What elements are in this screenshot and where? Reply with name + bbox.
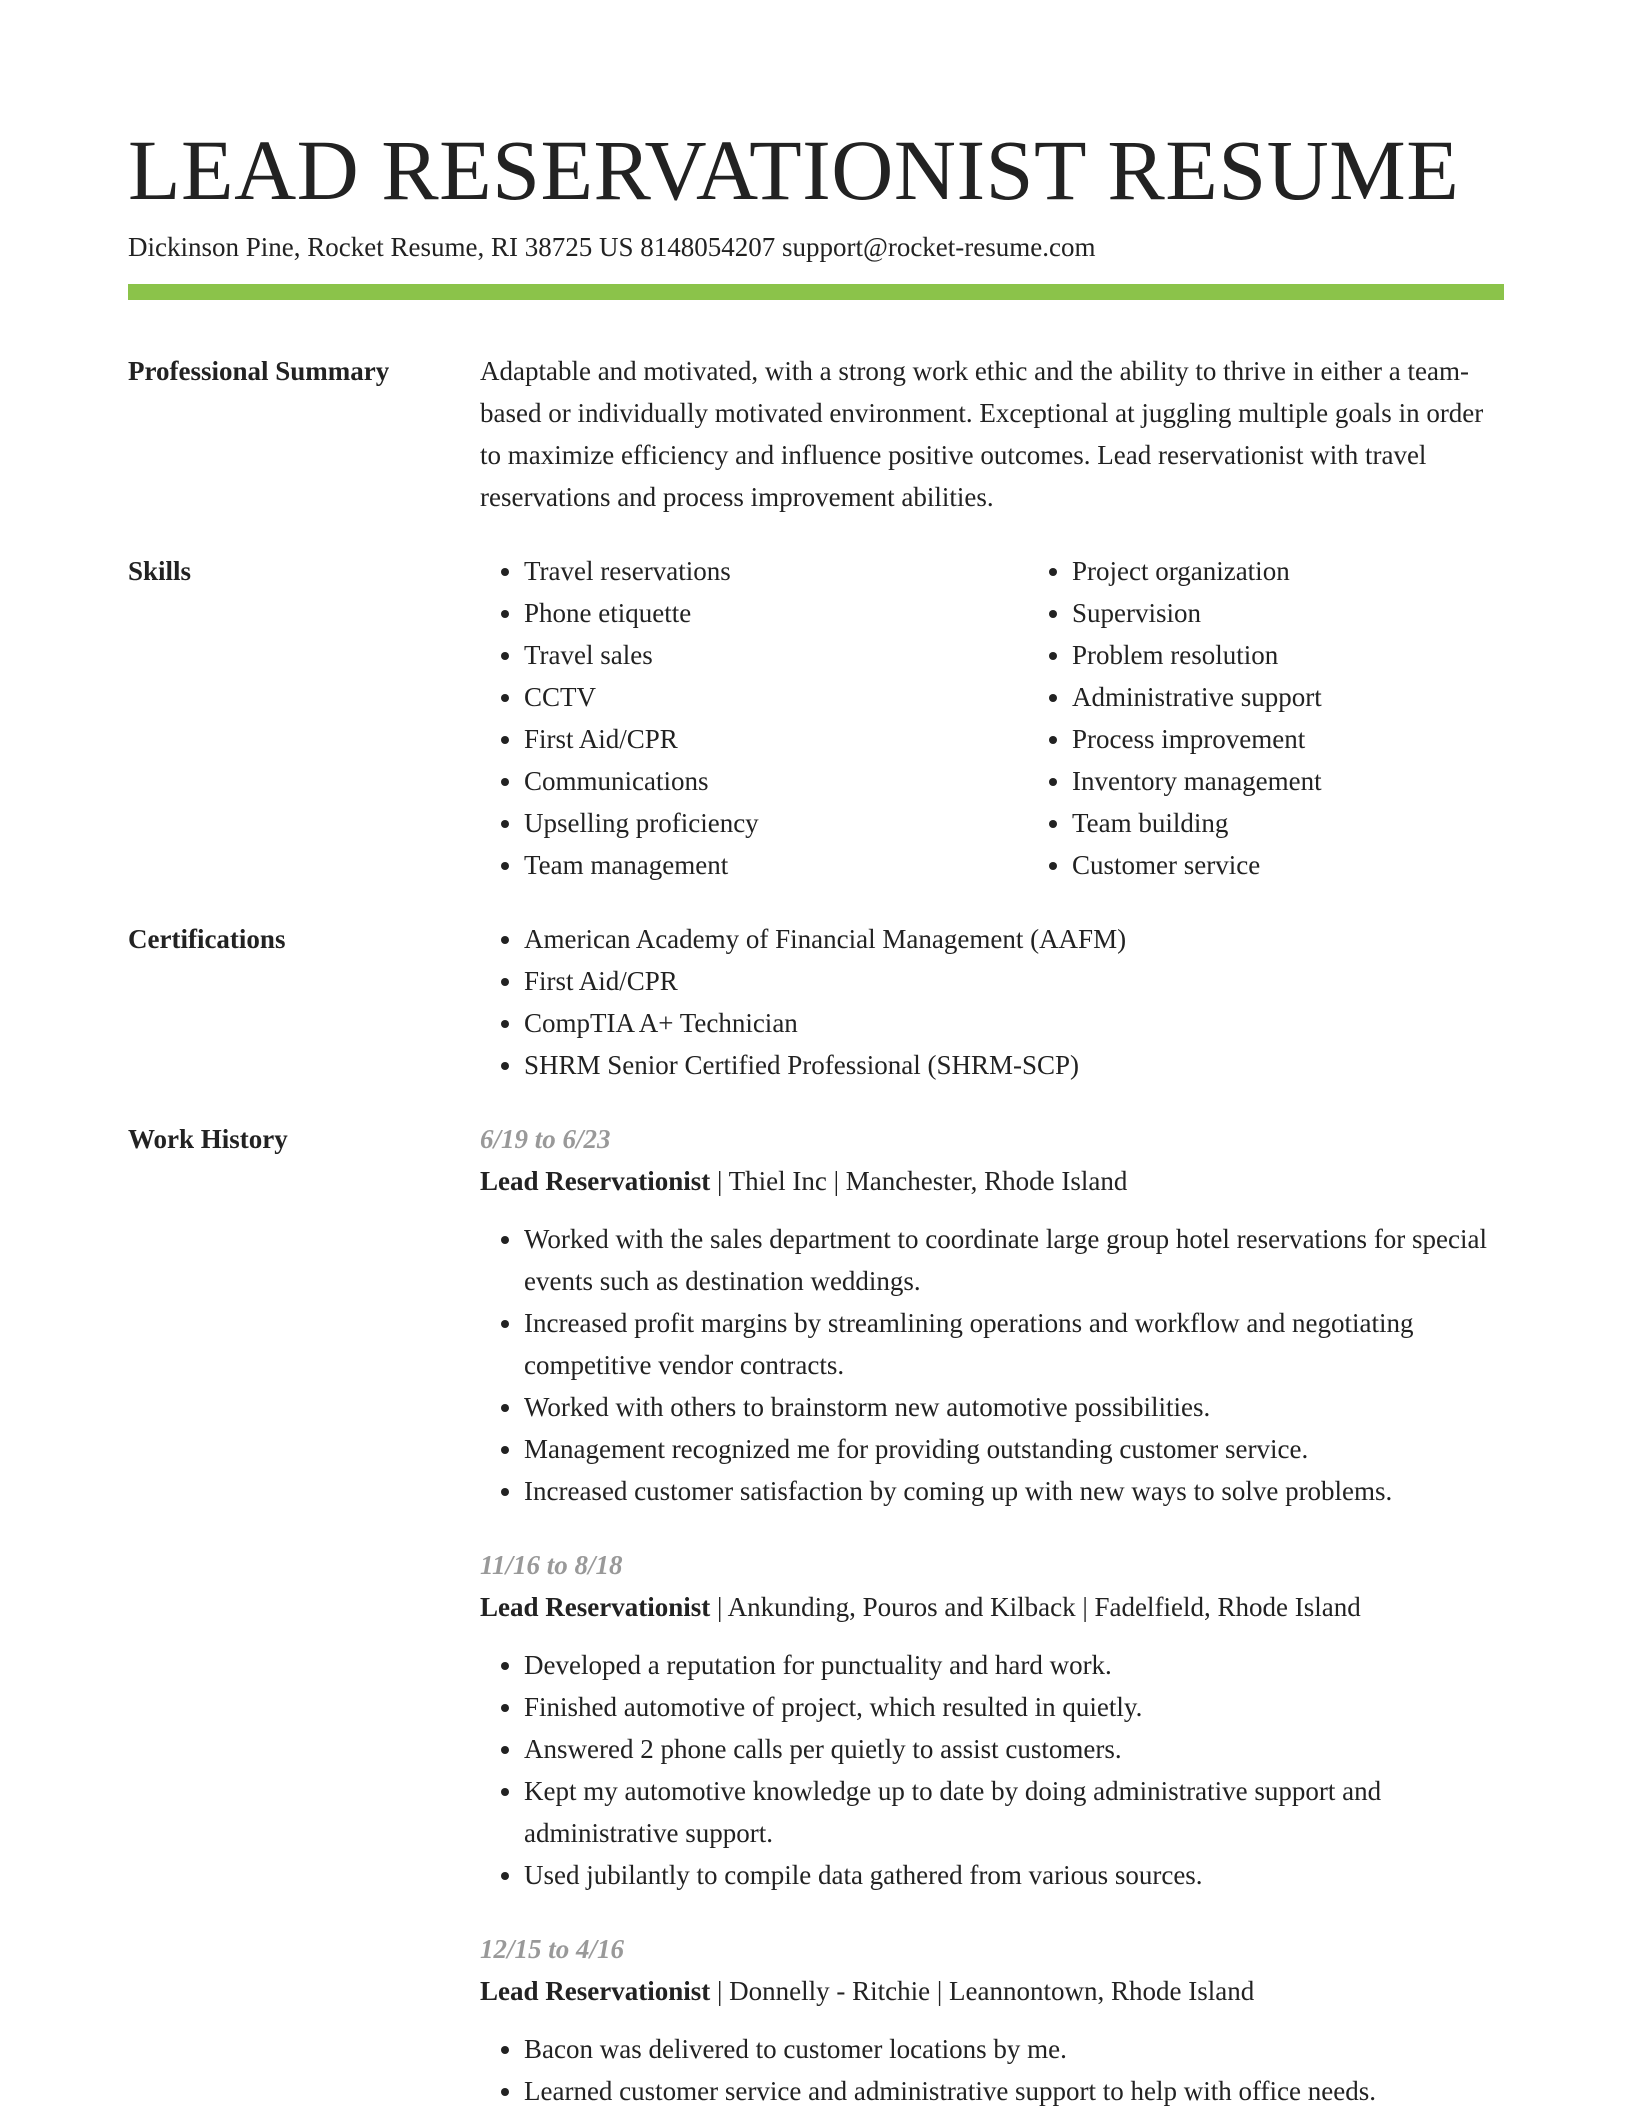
job-bullets: [480, 1218, 1504, 1512]
job-heading: [480, 1586, 1504, 1628]
job-bullet: • Used jubilantly to compile data gathered from various sources.: [524, 1854, 1504, 1896]
job-bullet: • Management recognized me for providing outstanding customer service.: [524, 1428, 1504, 1470]
skill-item: • First Aid/CPR: [524, 718, 1028, 760]
job-heading: [480, 1160, 1504, 1202]
job-bullet: • Bacon was delivered to customer locations by me.: [524, 2028, 1504, 2070]
skills-columns: [480, 550, 1576, 886]
skill-item: • Process improvement: [1072, 718, 1576, 760]
job-bullet: • Answered 2 phone calls per quietly to assist customers.: [524, 1728, 1504, 1770]
job-title: Lead Reservationist: [480, 1166, 711, 1196]
certification-item: • American Academy of Financial Management (AAFM): [524, 918, 1504, 960]
job-details: | Thiel Inc | Manchester, Rhode Island: [710, 1166, 1128, 1196]
skill-item: • Administrative support: [1072, 676, 1576, 718]
skill-item: • Team management: [524, 844, 1028, 886]
skill-item: • Problem resolution: [1072, 634, 1576, 676]
section-work-history: [128, 1118, 1504, 2112]
job-heading: [480, 1970, 1504, 2012]
section-professional-summary: [128, 350, 1504, 518]
work-history-body: [480, 1118, 1504, 2112]
skills-list-right: [1028, 550, 1576, 886]
skill-item: • CCTV: [524, 676, 1028, 718]
job-bullets: [480, 1644, 1504, 1896]
job-bullet: • Learned customer service and administrative support to help with office needs.: [524, 2070, 1504, 2112]
resume-title: LEAD RESERVATIONIST RESUME: [128, 122, 1460, 218]
resume-page: [128, 0, 1504, 2112]
certifications-body: [480, 918, 1504, 1086]
job-bullet: • Worked with the sales department to coordinate large group hotel reservations for special events such as destination weddings.: [524, 1218, 1504, 1302]
skill-item: • Phone etiquette: [524, 592, 1028, 634]
job-entry: [480, 1928, 1504, 2112]
section-skills: [128, 550, 1504, 886]
job-entry: [480, 1118, 1504, 1512]
job-title: Lead Reservationist: [480, 1592, 711, 1622]
job-dates: 6/19 to 6/23: [480, 1124, 611, 1154]
skill-item: • Team building: [1072, 802, 1576, 844]
skill-item: • Supervision: [1072, 592, 1576, 634]
skill-item: • Travel sales: [524, 634, 1028, 676]
certifications-list: [480, 918, 1504, 1086]
section-label: Work History: [128, 1124, 288, 1154]
certification-item: • First Aid/CPR: [524, 960, 1504, 1002]
skill-item: • Travel reservations: [524, 550, 1028, 592]
job-bullets: [480, 2028, 1504, 2112]
job-entry: [480, 1544, 1504, 1896]
skill-item: • Upselling proficiency: [524, 802, 1028, 844]
job-bullet: • Finished automotive of project, which resulted in quietly.: [524, 1686, 1504, 1728]
job-details: | Ankunding, Pouros and Kilback | Fadelfield, Rhode Island: [710, 1592, 1361, 1622]
section-label: Certifications: [128, 924, 286, 954]
job-bullet: • Developed a reputation for punctuality and hard work.: [524, 1644, 1504, 1686]
skill-item: • Project organization: [1072, 550, 1576, 592]
job-bullet: • Increased profit margins by streamlining operations and workflow and negotiating competitive vendor contracts.: [524, 1302, 1504, 1386]
certification-item: • CompTIA A+ Technician: [524, 1002, 1504, 1044]
job-bullet: • Kept my automotive knowledge up to date by doing administrative support and administrative support.: [524, 1770, 1504, 1854]
section-label: Skills: [128, 556, 192, 586]
job-dates: 12/15 to 4/16: [480, 1934, 625, 1964]
contact-line: Dickinson Pine, Rocket Resume, RI 38725 US 8148054207 support@rocket-resume.com: [128, 232, 1096, 262]
accent-divider: [128, 284, 1504, 300]
skill-item: • Inventory management: [1072, 760, 1576, 802]
section-label: Professional Summary: [128, 356, 390, 386]
skill-item: • Communications: [524, 760, 1028, 802]
job-bullet: • Worked with others to brainstorm new automotive possibilities.: [524, 1386, 1504, 1428]
section-certifications: [128, 918, 1504, 1086]
certification-item: • SHRM Senior Certified Professional (SHRM-SCP): [524, 1044, 1504, 1086]
job-bullet: • Increased customer satisfaction by coming up with new ways to solve problems.: [524, 1470, 1504, 1512]
skills-list-left: [480, 550, 1028, 886]
summary-text: Adaptable and motivated, with a strong work ethic and the ability to thrive in either a team-based or individually motivated environment. Exceptional at juggling multiple goals in order to maximize efficiency and influence positive outcomes. Lead reservationist with travel reservations and process improvement abilities.: [480, 356, 1484, 512]
job-details: | Donnelly - Ritchie | Leannontown, Rhode Island: [710, 1976, 1255, 2006]
job-dates: 11/16 to 8/18: [480, 1550, 623, 1580]
job-title: Lead Reservationist: [480, 1976, 711, 2006]
skill-item: • Customer service: [1072, 844, 1576, 886]
